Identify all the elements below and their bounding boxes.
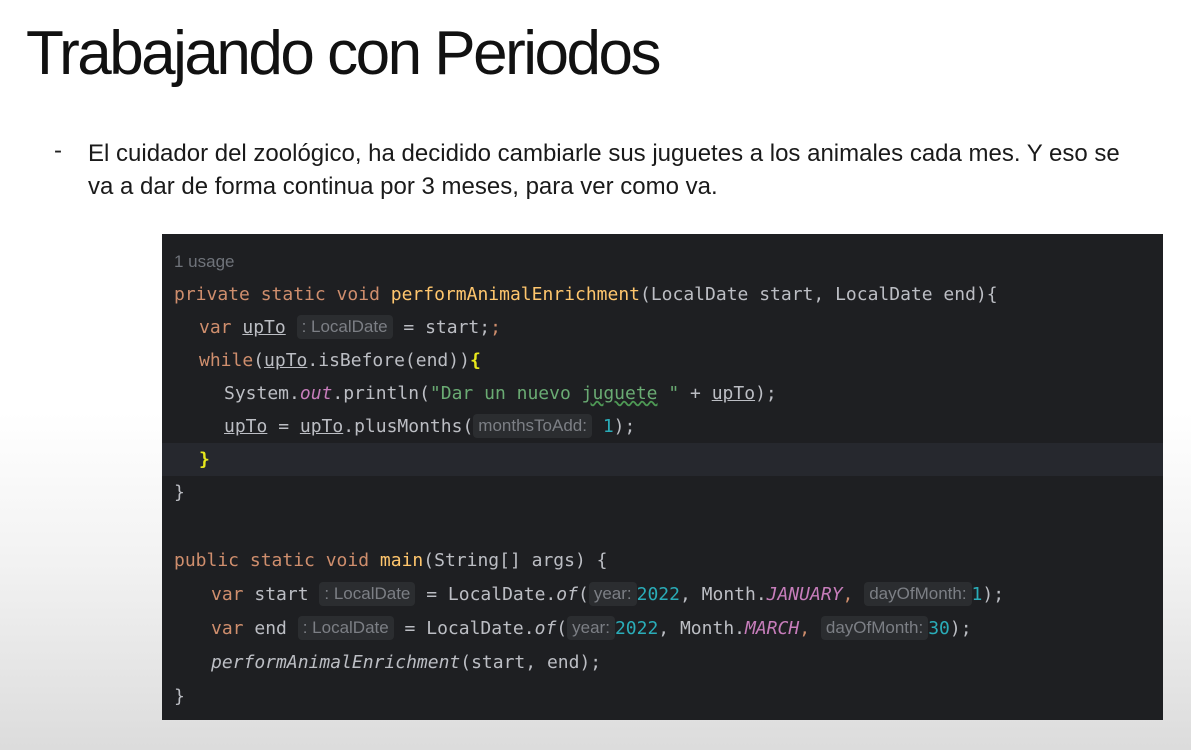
code-text: .plusMonths(	[343, 416, 474, 437]
string-literal: "	[657, 383, 680, 404]
code-text: , Month.	[658, 618, 745, 639]
number-literal: 30	[928, 618, 950, 639]
code-text: (start, end);	[460, 652, 602, 673]
param-hint: monthsToAdd:	[473, 414, 592, 438]
variable-start: start	[254, 584, 309, 605]
param-hint: year:	[567, 616, 615, 640]
code-editor[interactable]	[162, 234, 1163, 720]
keyword: public static void	[174, 550, 380, 571]
code-line-10	[162, 578, 1163, 611]
variable-upTo: upTo	[711, 383, 756, 404]
number-literal: 1	[971, 584, 983, 605]
param-hint: year:	[589, 582, 637, 606]
code-line-13	[162, 680, 1163, 713]
code-text: );	[982, 584, 1005, 605]
code-text: System.	[224, 383, 300, 404]
param-hint: dayOfMonth:	[864, 582, 971, 606]
number-literal: 2022	[614, 618, 659, 639]
code-text: = LocalDate.	[393, 618, 535, 639]
keyword: var	[211, 584, 255, 605]
enum-constant: MARCH	[745, 618, 800, 639]
code-text: .println(	[332, 383, 430, 404]
keyword: var	[199, 317, 243, 338]
number-literal: 1	[602, 416, 614, 437]
code-text: +	[679, 383, 712, 404]
method-name: main	[379, 550, 424, 571]
variable-upTo: upTo	[242, 317, 286, 338]
number-literal: 2022	[636, 584, 680, 605]
code-line-12	[162, 646, 1163, 679]
code-line-6-current	[162, 443, 1163, 476]
variable-upTo: upTo	[224, 416, 268, 437]
code-text: );	[755, 383, 777, 404]
code-text: ,	[842, 584, 854, 605]
code-text: (	[577, 584, 589, 605]
method-call: performAnimalEnrichment	[211, 652, 461, 673]
typo-word: juguete	[581, 383, 658, 404]
code-text: (	[253, 350, 265, 371]
static-field: out	[299, 383, 333, 404]
method-params: (LocalDate start, LocalDate end){	[640, 284, 998, 305]
method-name: performAnimalEnrichment	[390, 284, 640, 305]
keyword: private static void	[174, 284, 391, 305]
slide-title: Trabajando con Periodos	[26, 19, 659, 88]
code-line-1	[162, 278, 1163, 311]
code-text: = LocalDate.	[415, 584, 557, 605]
type-hint: : LocalDate	[319, 582, 415, 606]
code-line-4	[162, 377, 1163, 410]
code-text: = start;	[392, 317, 491, 338]
code-text: , Month.	[679, 584, 767, 605]
closing-brace: }	[174, 686, 185, 707]
code-text: =	[267, 416, 300, 437]
matched-brace: {	[469, 350, 481, 371]
closing-brace: }	[174, 482, 185, 503]
enum-constant: JANUARY	[766, 584, 843, 605]
string-literal: "Dar un nuevo	[429, 383, 582, 404]
static-method: of	[556, 584, 578, 605]
code-line-2: var upTo : LocalDate = start;;	[199, 317, 501, 338]
keyword: var	[211, 618, 255, 639]
param-hint: dayOfMonth:	[821, 616, 928, 640]
usage-hint[interactable]: 1 usage	[174, 252, 235, 271]
bullet-dash: -	[54, 137, 62, 164]
code-text: ,	[799, 618, 811, 639]
code-text: (	[556, 618, 568, 639]
code-line-5	[162, 410, 1163, 443]
type-hint: : LocalDate	[297, 315, 393, 339]
static-method: of	[534, 618, 557, 639]
code-text: .isBefore(end))	[307, 350, 470, 371]
code-text: );	[949, 618, 972, 639]
variable-upTo: upTo	[299, 416, 344, 437]
code-text: );	[613, 416, 636, 437]
keyword: while	[199, 350, 254, 371]
bullet-text: El cuidador del zoológico, ha decidido cambiarle sus juguetes a los animales cada mes. Y eso se va a dar de forma continua por 3 meses, para ver como va.	[88, 140, 1120, 200]
usage-hint-line	[162, 245, 1163, 278]
variable-end: end	[254, 618, 287, 639]
type-hint: : LocalDate	[298, 616, 394, 640]
variable-upTo: upTo	[264, 350, 308, 371]
matched-brace: }	[199, 449, 210, 470]
method-params: (String[] args) {	[423, 550, 608, 571]
code-line-3	[162, 344, 1163, 377]
code-line-7	[162, 476, 1163, 509]
code-line-9	[162, 544, 1163, 577]
code-line-11	[162, 612, 1163, 645]
